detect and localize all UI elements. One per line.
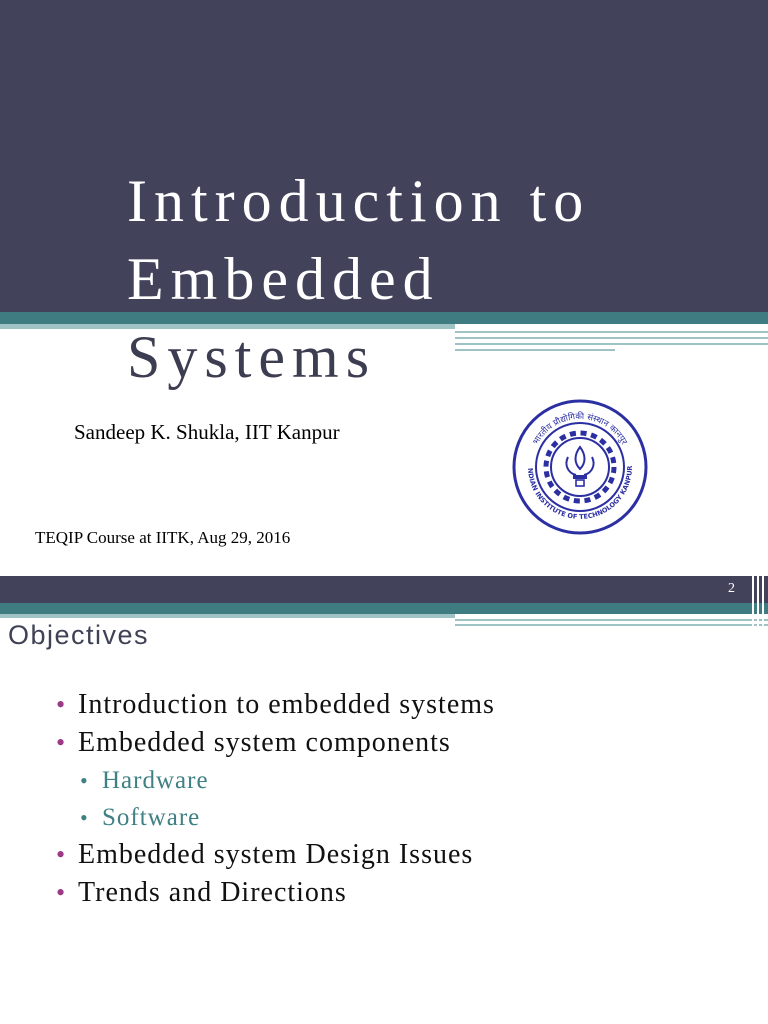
iit-kanpur-logo-icon: [510, 397, 650, 537]
objectives-slide: [0, 576, 768, 1024]
accent-line: [0, 614, 455, 618]
sub-list-item: • Software: [80, 799, 495, 836]
accent-line: [455, 619, 768, 621]
slide-heading: Objectives: [8, 620, 150, 650]
slide-title: [127, 162, 687, 396]
list-item: • Trends and Directions: [56, 874, 495, 912]
title-line: Embedded: [127, 246, 440, 312]
logo-bottom-text: NDIAN INSTITUTE OF TECHNOLOGY KANPUR: [525, 465, 635, 522]
header-band: [0, 576, 768, 603]
divider-line: [762, 576, 764, 626]
course-line: TEQIP Course at IITK, Aug 29, 2016: [35, 528, 291, 547]
divider-line: [757, 576, 759, 626]
teal-stripe: [0, 603, 768, 614]
title-line: Systems: [127, 324, 377, 390]
list-item: • Introduction to embedded systems: [56, 686, 495, 724]
objectives-list: [56, 686, 495, 912]
sub-list-item: • Hardware: [80, 762, 495, 799]
page-number: 2: [728, 581, 735, 596]
logo-top-text: भारतीय प्रौद्योगिकी संस्थान कानपुर: [531, 411, 629, 447]
accent-line: [455, 624, 768, 626]
title-line: Introduction to: [127, 168, 591, 234]
list-item: • Embedded system components: [56, 724, 495, 762]
author-line: Sandeep K. Shukla, IIT Kanpur: [74, 420, 340, 444]
list-item: • Embedded system Design Issues: [56, 836, 495, 874]
divider-line: [752, 576, 754, 626]
